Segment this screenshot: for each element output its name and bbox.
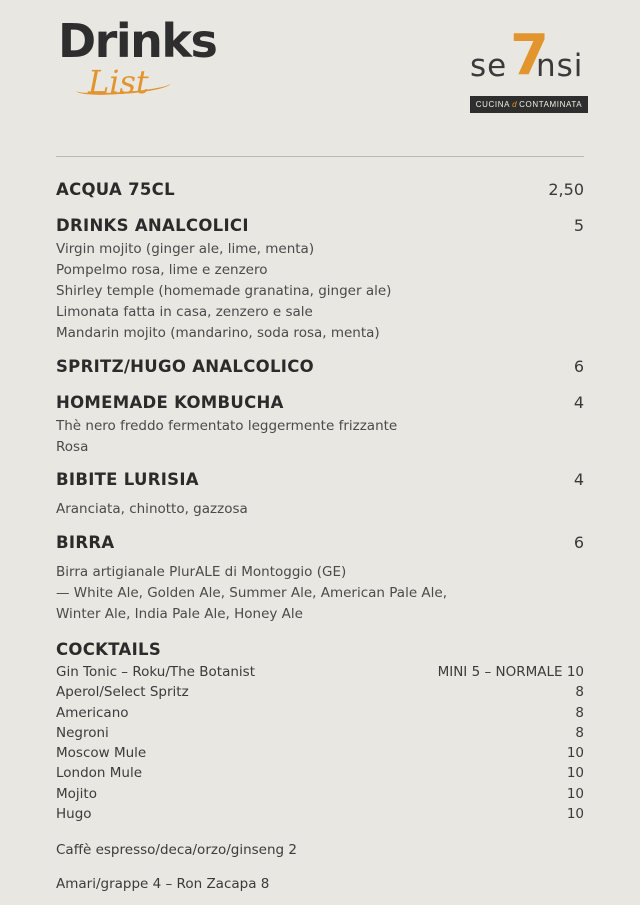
menu-section xyxy=(56,209,584,344)
cocktail-name: London Mule xyxy=(56,765,143,782)
cocktail-price: 10 xyxy=(566,805,584,822)
cocktail-name: Moscow Mule xyxy=(56,745,147,762)
logo-seven-numeral: 7 xyxy=(510,23,549,88)
list-item xyxy=(56,662,584,682)
cocktail-name: Mojito xyxy=(56,785,97,802)
logo-se-text: se xyxy=(470,48,508,84)
list-item xyxy=(56,763,584,783)
section-header-row xyxy=(56,209,584,239)
section-title: ACQUA 75CL xyxy=(56,180,175,199)
title-main: Drinks xyxy=(58,14,217,68)
cocktails-section xyxy=(56,631,584,824)
logo-nsi-text: nsi xyxy=(536,48,584,84)
cocktail-price: 8 xyxy=(575,724,584,741)
cocktail-price: 8 xyxy=(575,684,584,701)
section-description-line: Pompelmo rosa, lime e zenzero xyxy=(56,261,268,278)
section-price: 6 xyxy=(573,533,584,553)
logo-wordmark xyxy=(470,23,588,94)
section-price: 6 xyxy=(573,356,584,376)
section-header-row xyxy=(56,173,584,203)
cocktail-name: Americano xyxy=(56,704,129,721)
cocktail-name: Negroni xyxy=(56,724,109,741)
footnote-spirits: Amari/grappe 4 – Ron Zacapa 8 xyxy=(56,876,270,893)
cocktail-price: MINI 5 – NORMALE 10 xyxy=(437,664,584,681)
title-script: List xyxy=(88,63,149,101)
section-header-row xyxy=(56,463,584,493)
section-title: SPRITZ/HUGO ANALCOLICO xyxy=(56,356,314,376)
cocktail-name: Aperol/Select Spritz xyxy=(56,684,189,701)
list-item xyxy=(56,723,584,743)
menu-section xyxy=(56,173,584,203)
section-price: 5 xyxy=(573,216,584,235)
cocktail-price: 10 xyxy=(566,745,584,762)
logo-tagline-right: CONTAMINATA xyxy=(519,100,583,109)
section-title: HOMEMADE KOMBUCHA xyxy=(56,392,284,412)
section-header-row xyxy=(56,386,584,416)
menu-section xyxy=(56,350,584,380)
list-item xyxy=(56,804,584,824)
section-description-line: Limonata fatta in casa, zenzero e sale xyxy=(56,303,313,320)
cocktail-price: 8 xyxy=(575,704,584,721)
menu-section xyxy=(56,386,584,458)
cocktail-name: Hugo xyxy=(56,805,92,822)
menu-body xyxy=(0,157,640,892)
section-description-line: Shirley temple (homemade granatina, ginger ale) xyxy=(56,282,392,299)
section-price: 2,50 xyxy=(548,180,584,199)
section-description-line: Rosa xyxy=(56,438,89,455)
menu-section xyxy=(56,463,584,520)
logo xyxy=(470,23,588,113)
section-price: 4 xyxy=(573,470,584,490)
list-item xyxy=(56,703,584,723)
page-title xyxy=(58,14,217,101)
section-description-line: Mandarin mojito (mandarino, soda rosa, menta) xyxy=(56,324,380,341)
cocktail-price: 10 xyxy=(566,785,584,802)
section-description-line: Virgin mojito (ginger ale, lime, menta) xyxy=(56,241,315,257)
section-price: 4 xyxy=(573,392,584,412)
list-item xyxy=(56,743,584,763)
section-description-line: — White Ale, Golden Ale, Summer Ale, American Pale Ale, xyxy=(56,585,447,602)
section-title: DRINKS ANALCOLICI xyxy=(56,216,249,235)
logo-tagline-separator: d xyxy=(512,100,518,109)
section-description-line: Aranciata, chinotto, gazzosa xyxy=(56,501,248,518)
footnote-coffee: Caffè espresso/deca/orzo/ginseng 2 xyxy=(56,842,297,859)
section-header-row xyxy=(56,350,584,380)
section-description-line: Birra artigianale PlurALE di Montoggio (GE) xyxy=(56,564,347,581)
section-description-line: Thè nero freddo fermentato leggermente frizzante xyxy=(56,417,398,434)
cocktail-price: 10 xyxy=(566,765,584,782)
cocktail-name: Gin Tonic – Roku/The Botanist xyxy=(56,664,255,681)
section-title: BIBITE LURISIA xyxy=(56,470,199,490)
section-header-row xyxy=(56,526,584,556)
list-item xyxy=(56,682,584,702)
logo-tagline-bar xyxy=(470,96,588,113)
section-title: BIRRA xyxy=(56,533,115,553)
logo-tagline-left: CUCINA xyxy=(475,100,511,109)
section-description-line: Winter Ale, India Pale Ale, Honey Ale xyxy=(56,606,303,623)
menu-section xyxy=(56,526,584,625)
section-title: COCKTAILS xyxy=(56,640,162,660)
page-header xyxy=(0,0,640,150)
list-item xyxy=(56,784,584,804)
